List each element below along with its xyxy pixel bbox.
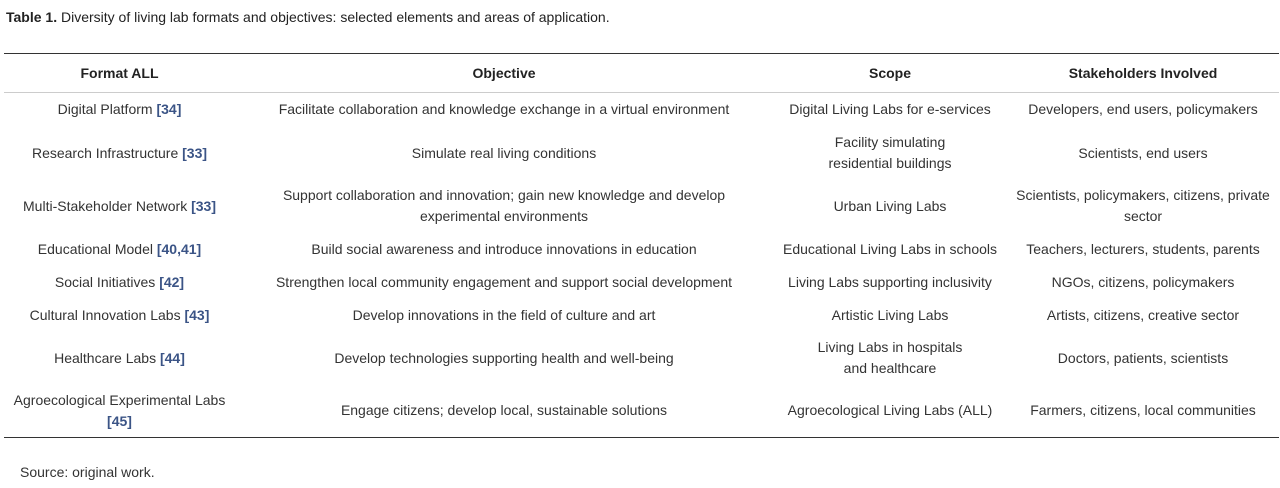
table-caption	[6, 8, 610, 26]
reference-link[interactable]: [33]	[191, 197, 216, 214]
table-row	[4, 180, 1279, 233]
cell-format: Educational Model [40,41]	[37, 240, 202, 257]
cell-stakeholders: Developers, end users, policymakers	[1028, 101, 1258, 118]
cell-objective: Simulate real living conditions	[411, 144, 597, 161]
cell-format: Social Initiatives [42]	[54, 273, 185, 290]
cell-objective: Develop innovations in the field of culture and art	[352, 306, 656, 323]
cell-scope: Agroecological Living Labs (ALL)	[773, 385, 1007, 438]
cell-stakeholders: Scientists, policymakers, citizens, private sector	[1016, 187, 1270, 224]
cell-stakeholders: Teachers, lecturers, students, parents	[1026, 240, 1260, 257]
cell-objective: Support collaboration and innovation; gain new knowledge and develop experimental environments	[282, 187, 726, 224]
caption-label: Table 1.	[6, 9, 58, 25]
reference-link[interactable]: [34]	[156, 101, 182, 118]
reference-link[interactable]: [43]	[184, 306, 210, 323]
table-row	[4, 385, 1279, 438]
cell-format: Agroecological Experimental Labs [45]	[4, 385, 235, 438]
caption-text: Diversity of living lab formats and objectives: selected elements and areas of application.	[57, 9, 610, 25]
table-row	[4, 127, 1279, 180]
cell-format: Multi-Stakeholder Network [33]	[23, 197, 216, 214]
cell-scope: Educational Living Labs in schools	[782, 240, 998, 257]
header-scope: Scope	[773, 54, 1007, 93]
cell-format: Healthcare Labs [44]	[54, 349, 185, 366]
living-lab-table	[4, 53, 1279, 438]
cell-scope: Digital Living Labs for e-services	[789, 101, 991, 118]
table-row	[4, 299, 1279, 332]
table-row	[4, 332, 1279, 385]
cell-stakeholders: Artists, citizens, creative sector	[1046, 306, 1240, 323]
reference-link[interactable]: [33]	[182, 144, 208, 161]
table-row	[4, 266, 1279, 299]
cell-format: Research Infrastructure [33]	[31, 144, 208, 161]
table-header-row	[4, 54, 1279, 93]
table-row	[4, 93, 1279, 127]
reference-link[interactable]: [40,41]	[156, 240, 202, 257]
cell-stakeholders: Doctors, patients, scientists	[1057, 349, 1229, 366]
reference-link[interactable]: [42]	[159, 273, 185, 290]
reference-link[interactable]: [44]	[159, 349, 185, 366]
cell-stakeholders: NGOs, citizens, policymakers	[1051, 273, 1235, 290]
cell-objective: Build social awareness and introduce innovations in education	[311, 240, 697, 257]
cell-scope: Urban Living Labs	[833, 197, 947, 214]
header-format: Format ALL	[4, 54, 235, 93]
cell-objective: Strengthen local community engagement and support social development	[275, 273, 733, 290]
cell-objective: Develop technologies supporting health and well-being	[334, 349, 674, 366]
table-row	[4, 233, 1279, 266]
cell-stakeholders: Scientists, end users	[1078, 144, 1208, 161]
cell-stakeholders: Farmers, citizens, local communities	[1007, 385, 1279, 438]
cell-scope: Artistic Living Labs	[831, 306, 949, 323]
cell-format: Digital Platform [34]	[57, 101, 182, 118]
header-objective: Objective	[235, 54, 773, 93]
source-note: Source: original work.	[20, 464, 155, 480]
cell-format: Cultural Innovation Labs [43]	[29, 306, 210, 323]
cell-scope: Living Labs supporting inclusivity	[788, 273, 992, 290]
header-stakeholders: Stakeholders Involved	[1007, 54, 1279, 93]
cell-scope: Facility simulating residential buildings	[828, 134, 952, 171]
cell-scope: Living Labs in hospitals and healthcare	[817, 339, 963, 376]
cell-objective: Facilitate collaboration and knowledge exchange in a virtual environment	[278, 101, 730, 118]
reference-link[interactable]: [45]	[107, 412, 132, 429]
cell-objective: Engage citizens; develop local, sustainable solutions	[235, 385, 773, 438]
